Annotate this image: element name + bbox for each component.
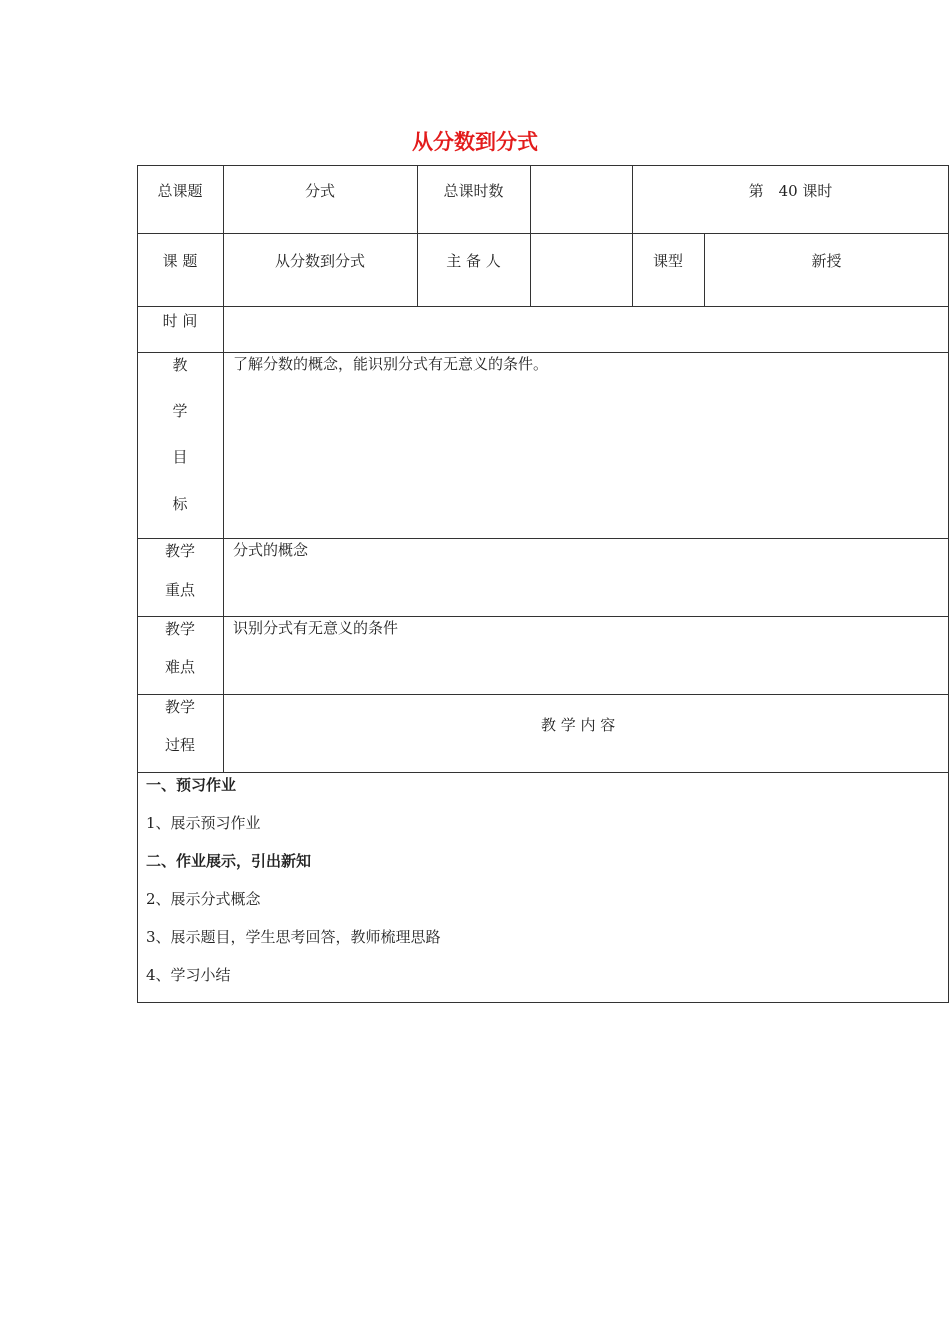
label-topic: 课 题	[162, 252, 198, 270]
row-divider	[137, 616, 949, 617]
label-lesson-type: 课型	[652, 252, 683, 270]
lesson-type-value: 新授	[811, 252, 842, 270]
course-value: 分式	[304, 182, 335, 200]
label-course: 总课题	[157, 182, 203, 200]
label-preparer: 主 备 人	[446, 252, 501, 270]
column-divider	[530, 165, 531, 306]
key-points-text: 分式的概念	[233, 541, 309, 559]
objectives-label-char: 学	[172, 402, 188, 420]
objectives-text: 了解分数的概念，能识别分式有无意义的条件。	[233, 355, 549, 373]
row-divider	[137, 233, 949, 234]
objectives-label-char: 标	[172, 495, 188, 513]
process-item: 4、学习小结	[146, 966, 231, 984]
row-divider	[137, 694, 949, 695]
topic-value: 从分数到分式	[274, 252, 365, 270]
document-title: 从分数到分式	[412, 130, 538, 154]
process-label-line: 过程	[164, 736, 195, 754]
row-divider	[137, 538, 949, 539]
label-time: 时 间	[162, 312, 198, 330]
row-divider	[137, 772, 949, 773]
objectives-label-char: 目	[172, 448, 188, 466]
label-total-hours: 总课时数	[443, 182, 504, 200]
key-points-label-line: 教学	[164, 542, 195, 560]
process-item: 3、展示题目，学生思考回答，教师梳理思路	[146, 928, 441, 946]
key-points-label-line: 重点	[164, 581, 195, 599]
difficulties-text: 识别分式有无意义的条件	[233, 619, 399, 637]
lesson-plan-table	[137, 165, 949, 1003]
process-label-line: 教学	[164, 698, 195, 716]
difficulties-label-line: 教学	[164, 620, 195, 638]
row-divider	[137, 352, 949, 353]
process-item: 2、展示分式概念	[146, 890, 261, 908]
difficulties-label-line: 难点	[164, 658, 195, 676]
process-content-header: 教 学 内 容	[541, 716, 616, 734]
objectives-label-char: 教	[172, 356, 188, 374]
lesson-number: 第 40 课时	[748, 182, 833, 200]
process-heading: 一、预习作业	[146, 776, 237, 794]
process-heading: 二、作业展示，引出新知	[146, 852, 312, 870]
row-divider	[137, 306, 949, 307]
process-item: 1、展示预习作业	[146, 814, 261, 832]
